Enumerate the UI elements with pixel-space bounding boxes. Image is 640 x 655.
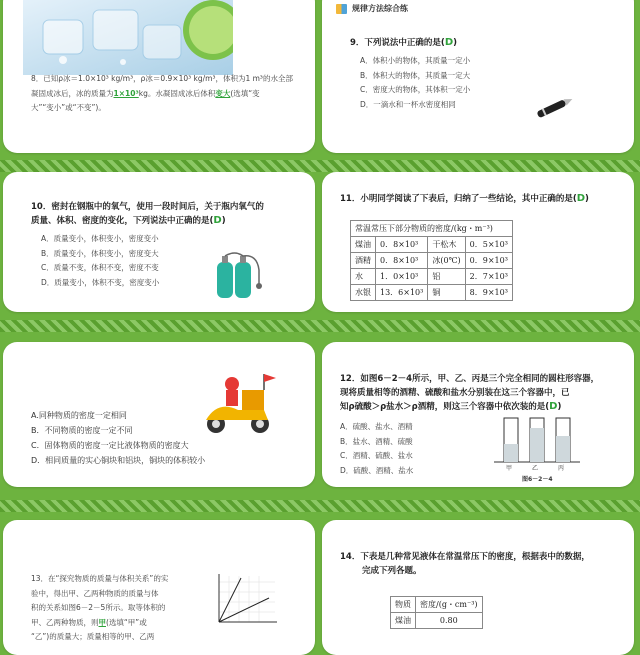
- table-cell: 水银: [351, 285, 376, 301]
- table-row: [351, 269, 513, 285]
- q12-line-1: 12．如图6－2－4所示，甲、乙、丙是三个完全相同的圆柱形容器，: [340, 374, 600, 384]
- card-question-11: [322, 172, 634, 312]
- card-question-11-options: [3, 342, 315, 487]
- card-question-10: [3, 172, 315, 312]
- table-cell: 0.80: [416, 613, 483, 629]
- q8-answer-mass: 1×10³: [113, 88, 139, 98]
- section-badge: 规律方法综合练: [352, 4, 408, 13]
- container-label-bing: 丙: [558, 465, 565, 472]
- table-cell: 水: [351, 269, 376, 285]
- table-cell: 0．8×10³: [376, 237, 428, 253]
- pen-icon: [534, 92, 574, 122]
- figure-caption: 图6－2－4: [522, 476, 553, 483]
- table-cell: 0．5×10³: [465, 237, 512, 253]
- divider-stripe: [0, 320, 640, 332]
- card-question-14: [322, 520, 634, 655]
- oxygen-cylinders-icon: [213, 250, 268, 300]
- q9-option: A．体积小的物体，其质量一定小: [360, 56, 471, 65]
- table-cell: 0．9×10³: [465, 253, 512, 269]
- q11-option: A.同种物质的密度一定相同: [31, 411, 127, 420]
- q9-option: D．一滴水和一杯水密度相同: [360, 99, 456, 109]
- table-row: [351, 253, 513, 269]
- q13-line-5: “乙”)的质量大；质量相等的甲、乙两: [31, 632, 155, 641]
- q10-option: C．质量不变，体积不变，密度不变: [41, 263, 159, 272]
- q13-line-1: 13．在“探究物质的质量与体积关系”的实: [31, 574, 169, 583]
- q11-title: 11．小明同学阅读了下表后，归纳了一些结论，其中正确的是(D): [340, 193, 589, 204]
- q12-answer: D: [549, 401, 558, 412]
- q10-answer: D: [213, 215, 222, 226]
- q12-option: C．酒精、硫酸、盐水: [340, 451, 413, 460]
- q9-title: 9．下列说法中正确的是(D): [350, 37, 458, 48]
- delivery-scooter-icon: [198, 370, 278, 435]
- table-cell: 煤油: [351, 237, 376, 253]
- table-row: [351, 285, 513, 301]
- q14-title-2: 完成下列各题。: [362, 566, 422, 576]
- q13-answer: 甲: [98, 617, 106, 627]
- q12-option: B．盐水、酒精、硫酸: [340, 436, 413, 446]
- card-question-13: [3, 520, 315, 655]
- q8-answer-volume: 变大: [215, 88, 231, 98]
- table-cell: 酒精: [351, 253, 376, 269]
- container-label-jia: 甲: [506, 465, 513, 472]
- q11-option: D．相同质量的实心铜块和铝块，铜块的体积较小: [31, 456, 206, 465]
- q13-line-2: 验中，得出甲、乙两种物质的质量与体: [31, 588, 159, 598]
- q10-option: D．质量变小，体积不变，密度变小: [41, 277, 160, 287]
- container-label-yi: 乙: [532, 465, 539, 472]
- density-table: [350, 220, 513, 301]
- q14-title-1: 14．下表是几种常见液体在常温常压下的密度，根据表中的数据，: [340, 552, 590, 562]
- q11-option: C．固体物质的密度一定比液体物质的密度大: [31, 441, 189, 450]
- q10-title-2: 质量、体积、密度的变化，下列说法中正确的是(D): [31, 215, 226, 226]
- table-cell: 煤油: [391, 613, 416, 629]
- table-header-row: [391, 597, 483, 613]
- book-icon: [336, 4, 347, 14]
- table-row: [351, 237, 513, 253]
- q13-line-3: 积的关系如图6－2－5所示。取等体积的: [31, 603, 166, 612]
- q11-option: B．不同物质的密度一定不同: [31, 426, 133, 435]
- table-cell: 冰(0℃): [428, 253, 465, 269]
- q12-line-3: 知ρ硫酸＞ρ盐水＞ρ酒精，则这三个容器中依次装的是(D): [340, 401, 562, 412]
- table-header: 物质: [391, 597, 416, 613]
- card-question-8: [3, 0, 315, 153]
- q10-option: B．质量变小，体积变小，密度变大: [41, 248, 159, 258]
- mass-volume-graph: [211, 572, 281, 634]
- table-header: 密度/(g・cm⁻³): [416, 597, 483, 613]
- ice-cubes-lime-image: [23, 0, 233, 75]
- table-cell: 干松木: [428, 237, 465, 253]
- q11-answer: D: [576, 193, 586, 204]
- q8-line-2: 凝固成冰后，冰的质量为1×10³kg。水凝固成冰后体积变大(选填“变: [31, 88, 260, 98]
- q9-option: C．密度大的物体，其体积一定小: [360, 85, 471, 94]
- table-cell: 铜: [428, 285, 465, 301]
- q10-title-1: 10．密封在钢瓶中的氧气，使用一段时间后，关于瓶内氧气的: [31, 202, 264, 212]
- q13-line-4: 甲、乙两种物质，则甲(选填“甲”或: [31, 617, 147, 627]
- card-question-12: [322, 342, 634, 487]
- q10-option: A．质量变小，体积变小，密度变小: [41, 234, 159, 243]
- table-cell: 13．6×10³: [376, 285, 428, 301]
- q8-line-1: 8．已知ρ冰＝1.0×10³ kg/m³，ρ冰＝0.9×10³ kg/m³，体积为1 m³的水全部: [31, 74, 293, 83]
- table-row: [391, 613, 483, 629]
- q12-option: D．硫酸、酒精、盐水: [340, 465, 414, 475]
- table-cell: 0．8×10³: [376, 253, 428, 269]
- q12-line-2: 现将质量相等的酒精、硫酸和盐水分别装在这三个容器中，已: [340, 388, 570, 398]
- q12-option: A．硫酸、盐水、酒精: [340, 422, 413, 431]
- divider-stripe: [0, 500, 640, 512]
- table-cell: 8．9×10³: [465, 285, 512, 301]
- divider-stripe: [0, 160, 640, 172]
- card-question-9: [322, 0, 634, 153]
- table-title: 常温常压下部分物质的密度/(kg・m⁻³): [351, 221, 513, 237]
- q9-answer: D: [444, 37, 454, 48]
- q8-line-3: 大”“变小”或“不变”)。: [31, 103, 106, 112]
- q9-option: B．体积大的物体，其质量一定大: [360, 70, 471, 80]
- table-cell: 铝: [428, 269, 465, 285]
- table-cell: 1．0×10³: [376, 269, 428, 285]
- liquid-density-table: [390, 596, 483, 629]
- table-cell: 2．7×10³: [465, 269, 512, 285]
